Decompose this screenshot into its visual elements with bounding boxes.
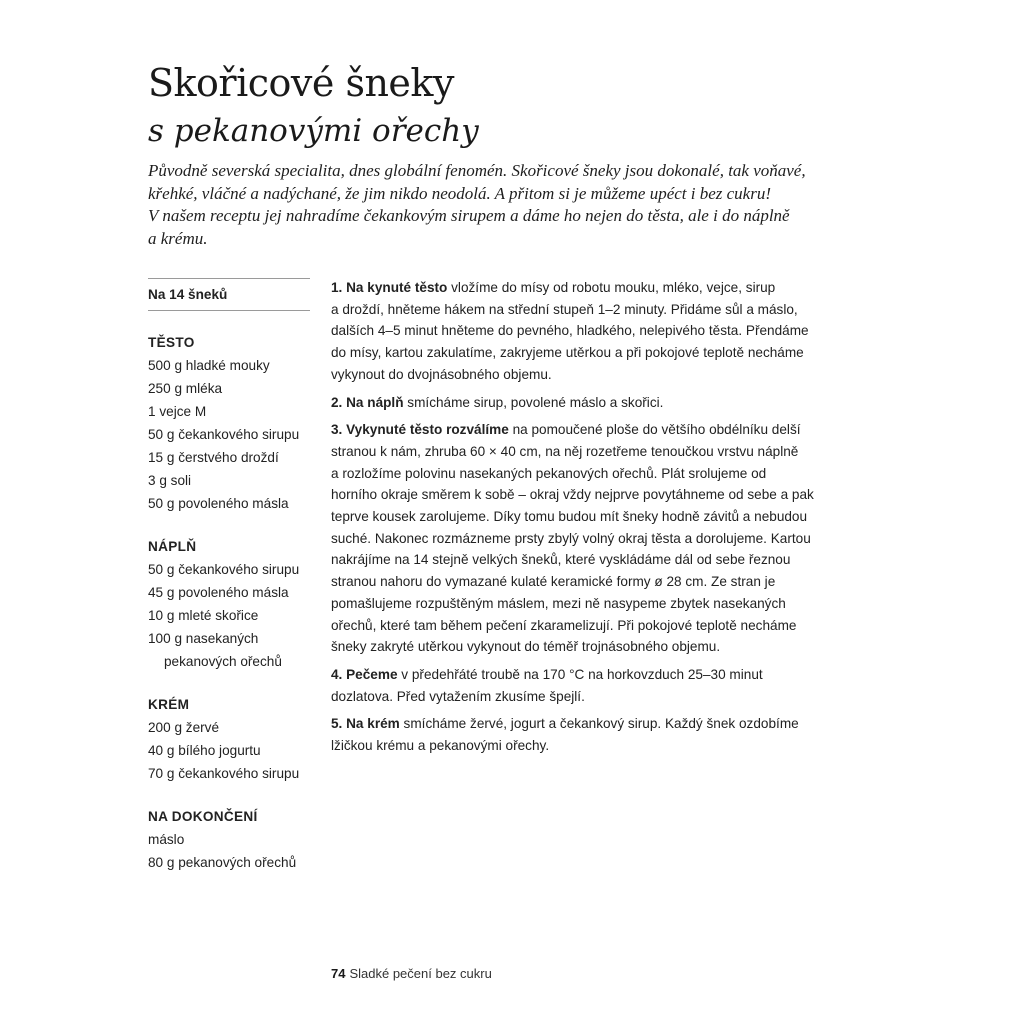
servings-label: Na 14 šneků [148,278,310,311]
ingredient-item: 100 g nasekaných [148,631,259,646]
step-line: lžičkou krému a pekanovými ořechy. [331,738,550,754]
ingredient-list [148,354,310,515]
step-lead: 5. Na krém [331,716,400,732]
step-line: šneky zakryté utěrkou vykynout do téměř trojnásobného objemu. [331,639,721,655]
page-footer [331,966,492,981]
step-line: nakrájíme na 14 stejně velkých šneků, které vyskládáme dál od sebe řeznou [331,552,791,568]
ingredient-section-filling [148,535,310,673]
step-lead: 1. Na kynuté těsto [331,280,448,295]
ingredient-item: 50 g čekankového sirupu [148,562,300,577]
step-first-line [331,392,871,414]
ingredient-section-cream [148,693,310,785]
step-first-line [331,713,871,735]
ingredient-item: 80 g pekanových ořechů [148,855,297,870]
section-heading: NA DOKONČENÍ [148,809,258,824]
ingredient-item: 40 g bílého jogurtu [148,743,261,758]
intro-line: Původně severská specialita, dnes globální fenomén. Skořicové šneky jsou dokonalé, tak voňavé, [148,161,806,180]
ingredient-item: 200 g žervé [148,720,220,735]
ingredient-item: 10 g mleté skořice [148,608,259,623]
step-text: v předehřáté troubě na 170 °C na horkovzduch 25–30 minut [397,666,763,682]
ingredient-item: 15 g čerstvého droždí [148,450,279,465]
intro-line: V našem receptu jej nahradíme čekankovým sirupem a dáme ho nejen do těsta, ale i do náplně [148,206,790,225]
step-text: vložíme do mísy od robotu mouku, mléko, vejce, sirup [447,280,776,295]
ingredients-column [148,278,310,874]
ingredient-section-finishing [148,805,310,874]
method-steps [331,277,871,763]
ingredient-item: 50 g čekankového sirupu [148,427,300,442]
ingredient-list [148,716,310,785]
step-first-line [331,419,871,441]
step-line: a rozložíme polovinu nasekaných pekanových ořechů. Plát srolujeme od [331,465,767,481]
step-line: teprve kousek zarolujeme. Díky tomu budou mít šneky hodně závitů a nebudou [331,509,808,525]
step-line: pomašlujeme rozpuštěným máslem, mezi ně nasypeme zbytek nasekaných [331,595,786,611]
step-line: ořechů, které tam během pečení zkaramelizují. Při pokojové teplotě necháme [331,617,797,633]
step-first-line [331,277,871,299]
ingredient-list [148,828,310,874]
book-title: Sladké pečení bez cukru [349,966,492,981]
page-number: 74 [331,966,346,981]
step-text: na pomoučené ploše do většího obdélníku delší [508,422,801,438]
recipe-subtitle: s pekanovými ořechy [148,113,479,149]
step-first-line [331,664,871,686]
step-line: do mísy, kartou zakulatíme, zakryjeme utěrkou a při pokojové teplotě necháme [331,345,804,361]
section-heading: TĚSTO [148,335,195,350]
step-line: suché. Nakonec rozmázneme prsty zbylý volný okraj těsta a dorolujeme. Kartou [331,530,811,546]
step-text: smícháme žervé, jogurt a čekankový sirup. Každý šnek ozdobíme [399,716,799,732]
section-heading: KRÉM [148,697,190,712]
ingredient-item: 50 g povoleného másla [148,496,289,511]
step-line: horního okraje směrem k sobě – okraj vždy nejprve povytáhneme od sebe a pak [331,487,814,503]
step-line: stranou nahoru do vymazané kulaté keramické formy ø 28 cm. Ze stran je [331,574,776,590]
section-heading: NÁPLŇ [148,539,197,554]
intro-line: křehké, vláčné a nadýchané, že jim nikdo neodolá. A přitom si je můžeme upéct i bez cukru! [148,183,772,203]
step-lead: 2. Na náplň [331,394,404,410]
ingredient-item: 3 g soli [148,473,192,488]
ingredient-item: 250 g mléka [148,381,223,396]
ingredient-section-dough [148,331,310,515]
step-line: a droždí, hněteme hákem na střední stupeň 1–2 minuty. Přidáme sůl a máslo, [331,301,798,317]
step-line: dozlatova. Před vytažením zkusíme špejlí. [331,688,585,704]
ingredient-list [148,558,310,673]
step-lead: 4. Pečeme [331,666,398,682]
recipe-title: Skořicové šneky [148,61,454,105]
ingredient-item: máslo [148,832,185,847]
method-step-4 [331,664,871,707]
ingredient-item: 500 g hladké mouky [148,358,270,373]
step-line: vykynout do dvojnásobného objemu. [331,366,552,382]
step-line: stranou k nám, zhruba 60 × 40 cm, na něj rozetřeme tenoučkou vrstvu náplně [331,443,799,459]
method-step-2 [331,392,871,414]
intro-line: a krému. [148,228,208,248]
ingredient-item: 45 g povoleného másla [148,585,289,600]
step-lead: 3. Vykynuté těsto rozválíme [331,422,509,438]
step-text: smícháme sirup, povolené máslo a skořici. [403,394,664,410]
ingredient-item: 1 vejce M [148,404,207,419]
ingredient-item: 70 g čekankového sirupu [148,766,300,781]
method-step-1 [331,277,871,386]
method-step-5 [331,713,871,756]
method-step-3 [331,419,871,658]
ingredient-item-continuation: pekanových ořechů [164,654,282,669]
recipe-intro [148,160,878,250]
step-line: dalších 4–5 minut hněteme do pevného, hladkého, nelepivého těsta. Přendáme [331,323,809,339]
